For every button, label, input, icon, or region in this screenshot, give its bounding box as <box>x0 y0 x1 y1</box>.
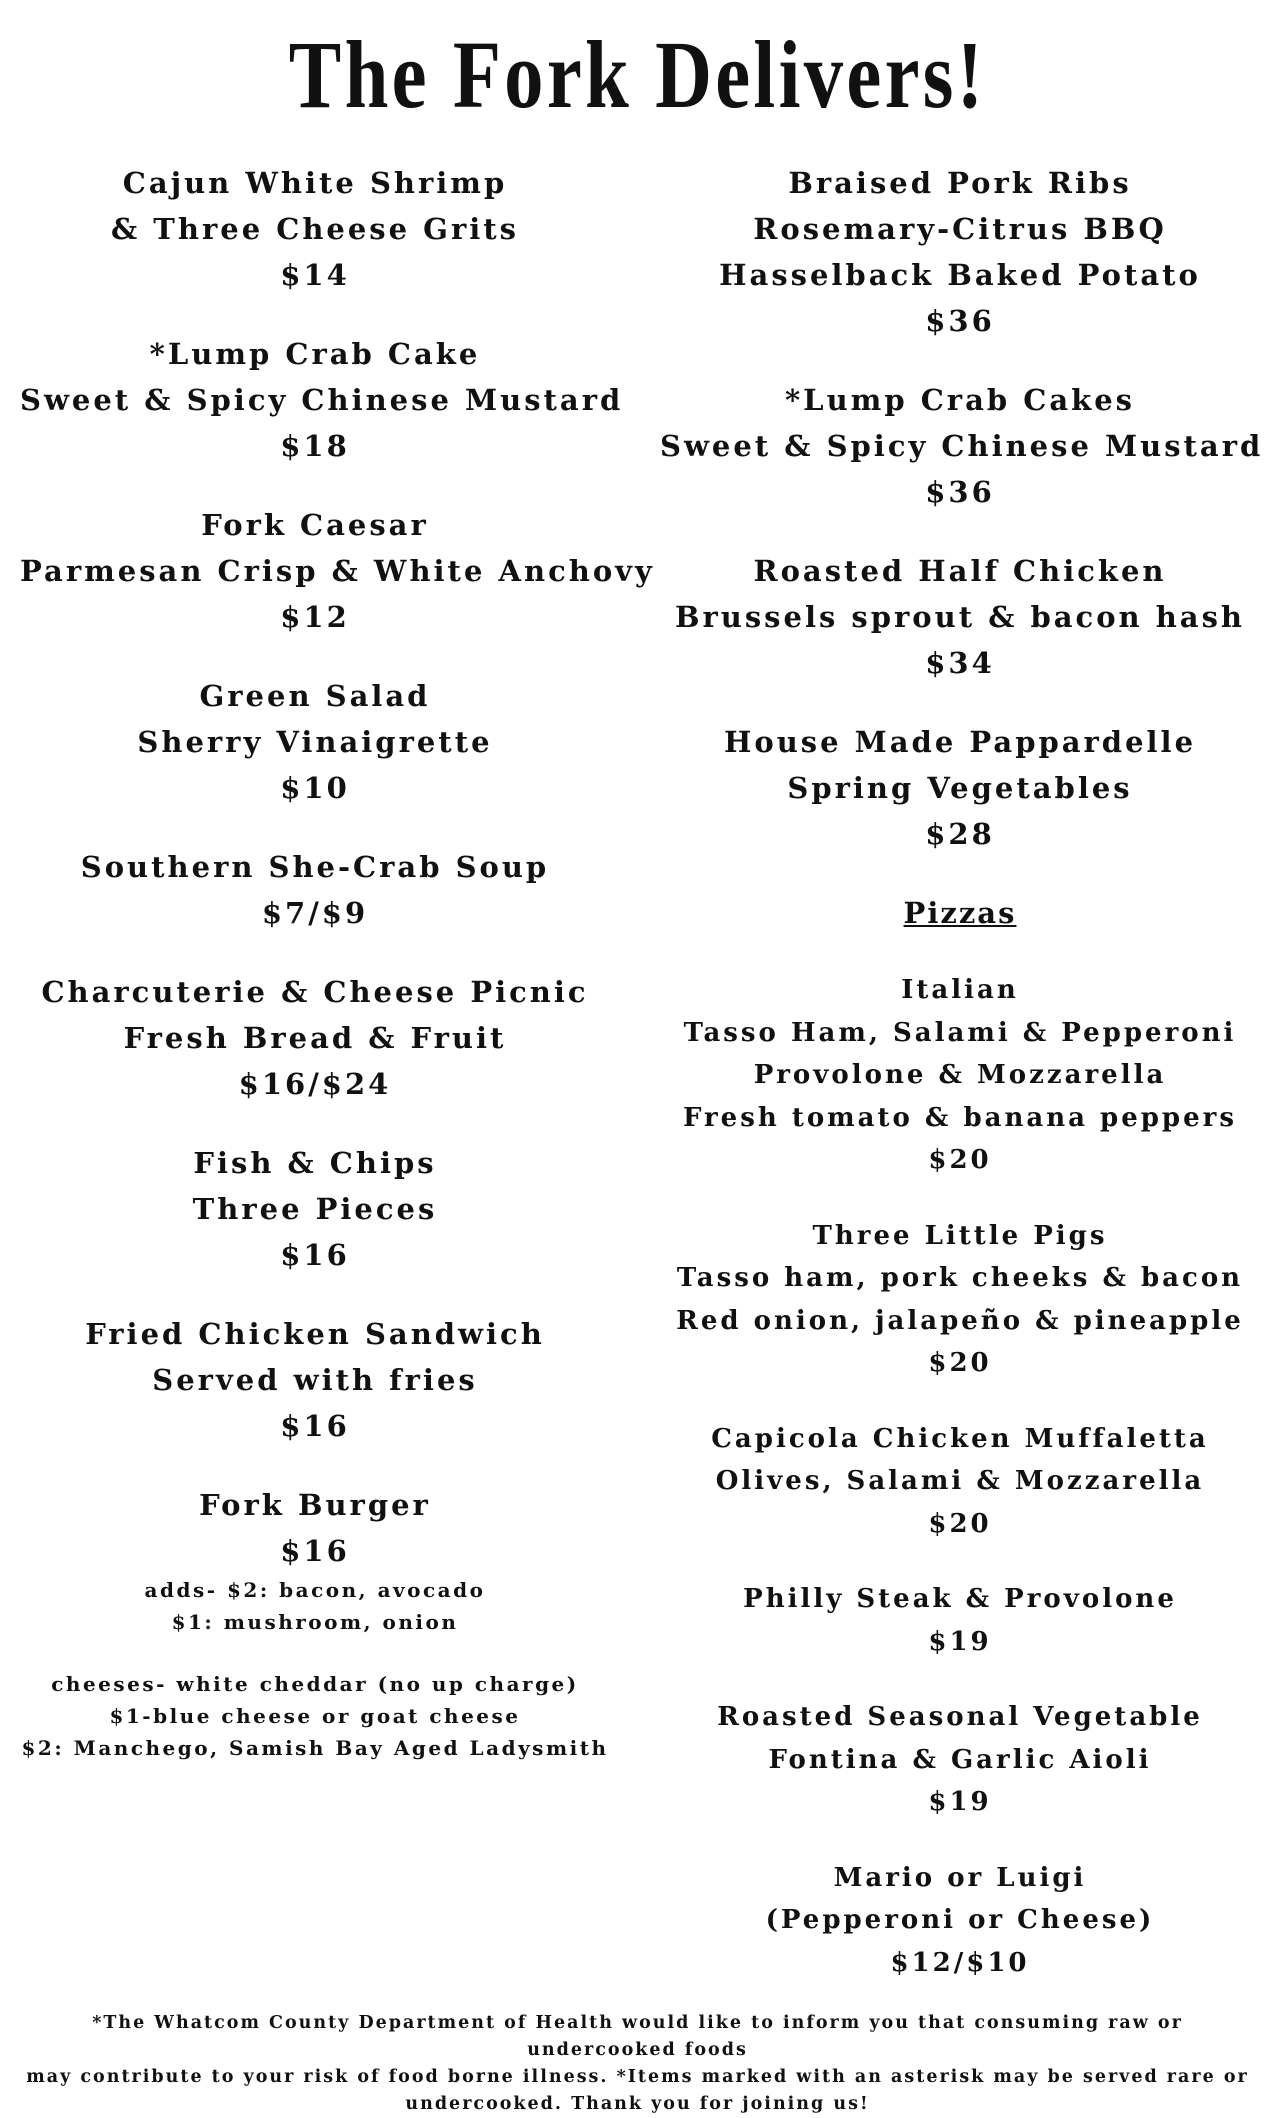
item-description: Provolone & Mozzarella <box>753 1060 1167 1090</box>
item-price: $34 <box>925 646 995 680</box>
item-description: Parmesan Crisp & White Anchovy <box>20 554 655 588</box>
menu-item-mario-or-luigi <box>660 1857 1260 1985</box>
menu-item-fried-chicken-sandwich <box>20 1311 610 1449</box>
item-price: $16 <box>280 1238 350 1272</box>
item-price: $16 <box>280 1409 350 1443</box>
item-name: Southern She-Crab Soup <box>80 850 550 884</box>
item-price: $7/$9 <box>261 896 369 930</box>
item-name: Cajun White Shrimp <box>122 166 508 200</box>
item-name: Italian <box>901 975 1019 1005</box>
item-description: Hasselback Baked Potato <box>719 258 1201 292</box>
item-description: Fresh Bread & Fruit <box>123 1021 507 1055</box>
burger-cheese-line: cheeses- white cheddar (no up charge) <box>51 1672 579 1696</box>
item-name: Roasted Seasonal Vegetable <box>717 1702 1203 1732</box>
item-price: $20 <box>928 1508 992 1539</box>
item-description: Sweet & Spicy Chinese Mustard <box>660 429 1264 463</box>
menu-item-fish-chips <box>20 1140 610 1278</box>
item-name: Three Little Pigs <box>812 1220 1108 1251</box>
item-description: Rosemary-Citrus BBQ <box>753 212 1167 246</box>
item-description: Fresh tomato & banana peppers <box>682 1102 1237 1133</box>
item-description: Spring Vegetables <box>787 771 1133 805</box>
item-price: $12/$10 <box>890 1947 1030 1978</box>
menu-item-southern-she-crab-soup <box>20 844 610 936</box>
item-description: Olives, Salami & Mozzarella <box>715 1466 1205 1496</box>
menu-item-green-salad <box>20 673 610 811</box>
item-name: Mario or Luigi <box>833 1862 1087 1893</box>
item-name: Fish & Chips <box>193 1146 437 1180</box>
item-name: Capicola Chicken Muffaletta <box>711 1423 1209 1454</box>
item-name: Fork Caesar <box>201 508 429 542</box>
left-column <box>20 160 655 1797</box>
menu-item-lump-crab-cake <box>20 331 624 469</box>
menu-item-roasted-half-chicken <box>660 548 1260 686</box>
disclaimer-line: undercooked. Thank you for joining us! <box>405 2094 870 2114</box>
item-price: $12 <box>280 600 350 634</box>
item-name: Philly Steak & Provolone <box>743 1584 1177 1614</box>
item-description: Brussels sprout & bacon hash <box>674 600 1246 634</box>
item-price: $20 <box>928 1145 992 1175</box>
item-name: Roasted Half Chicken <box>753 554 1167 588</box>
item-description: Fontina & Garlic Aioli <box>768 1744 1152 1775</box>
item-price: $36 <box>925 304 995 338</box>
item-name: Green Salad <box>199 679 431 713</box>
item-description: Red onion, jalapeño & pineapple <box>676 1305 1244 1336</box>
item-price: $18 <box>280 429 350 463</box>
item-price: $19 <box>928 1626 992 1657</box>
menu-item-charcuterie-cheese-picnic <box>20 969 610 1107</box>
item-name: Fork Burger <box>199 1488 431 1522</box>
menu-item-braised-pork-ribs <box>660 160 1260 344</box>
item-description: Three Pieces <box>192 1192 438 1226</box>
menu-item-fork-caesar <box>20 502 655 640</box>
burger-cheese-line: $1-blue cheese or goat cheese <box>109 1704 521 1728</box>
item-name: Braised Pork Ribs <box>788 166 1132 200</box>
item-name: Fried Chicken Sandwich <box>85 1317 545 1351</box>
item-name: *Lump Crab Cakes <box>785 383 1135 417</box>
pizzas-heading: Pizzas <box>903 896 1017 930</box>
item-name: *Lump Crab Cake <box>149 337 481 371</box>
item-name: Charcuterie & Cheese Picnic <box>41 975 589 1009</box>
menu-item-capicola-chicken-muffaletta <box>660 1418 1260 1546</box>
menu-item-house-made-pappardelle <box>660 719 1260 857</box>
menu-item-lump-crab-cakes <box>660 377 1264 515</box>
menu-item-italian <box>660 969 1260 1182</box>
burger-adds-line: $1: mushroom, onion <box>171 1610 459 1634</box>
item-description: & Three Cheese Grits <box>111 212 519 246</box>
disclaimer-line: may contribute to your risk of food borne illness. *Items marked with an asterisk may be served rare or <box>26 2067 1249 2087</box>
health-disclaimer <box>20 2010 1255 2118</box>
item-price: $19 <box>928 1787 992 1817</box>
menu-item-cajun-white-shrimp <box>20 160 610 298</box>
item-price: $10 <box>280 771 350 805</box>
item-price: $20 <box>928 1348 992 1378</box>
item-price: $16/$24 <box>238 1067 392 1101</box>
menu-item-roasted-seasonal-vegetable <box>660 1696 1260 1824</box>
menu-item-fork-burger <box>20 1482 610 1764</box>
item-description: (Pepperoni or Cheese) <box>765 1905 1155 1935</box>
item-price: $16 <box>280 1534 350 1568</box>
item-description: Tasso ham, pork cheeks & bacon <box>676 1263 1244 1293</box>
right-column <box>660 160 1264 2017</box>
burger-cheese-line: $2: Manchego, Samish Bay Aged Ladysmith <box>21 1736 609 1760</box>
disclaimer-line: *The Whatcom County Department of Health would like to inform you that consuming raw or undercooked foods <box>92 2013 1183 2060</box>
burger-adds-line: adds- $2: bacon, avocado <box>144 1578 486 1602</box>
page-title: The Fork Delivers! <box>288 21 987 128</box>
item-description: Sherry Vinaigrette <box>137 725 493 759</box>
item-price: $28 <box>925 817 995 851</box>
menu-item-three-little-pigs <box>660 1215 1260 1385</box>
item-description: Served with fries <box>152 1363 478 1397</box>
menu-item-philly-steak-provolone <box>660 1578 1260 1663</box>
item-price: $36 <box>925 475 995 509</box>
item-description: Tasso Ham, Salami & Pepperoni <box>683 1017 1237 1048</box>
item-price: $14 <box>280 258 350 292</box>
item-name: House Made Pappardelle <box>723 725 1197 759</box>
item-description: Sweet & Spicy Chinese Mustard <box>20 383 624 417</box>
